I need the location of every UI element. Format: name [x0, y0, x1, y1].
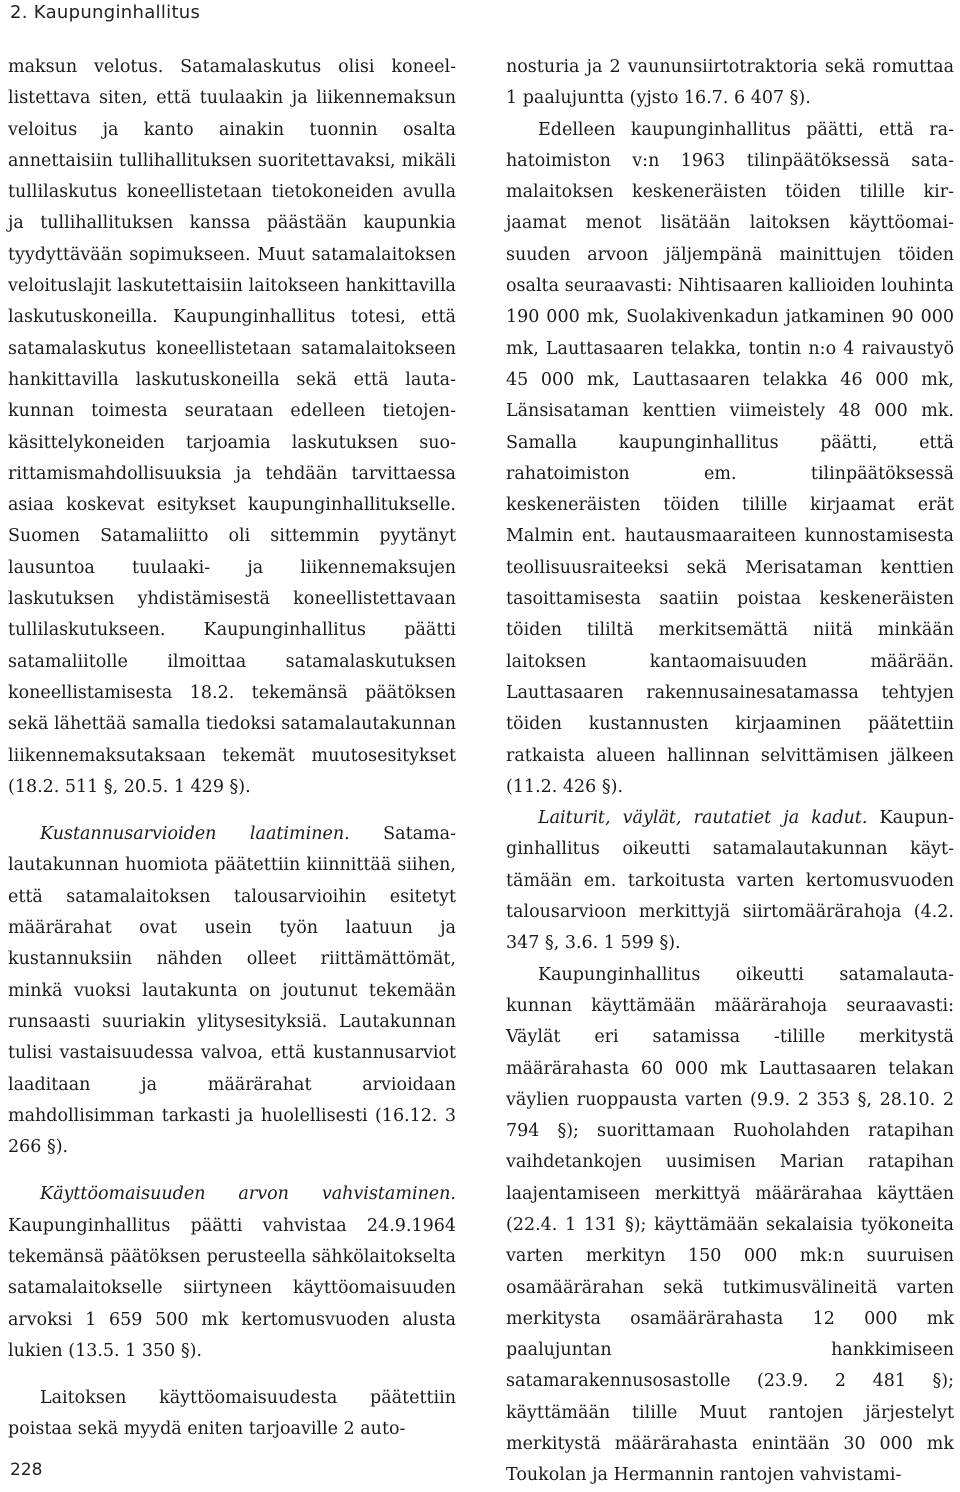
right-column [506, 52, 954, 1492]
paragraph-body: Kaupunginhallitus päätti vahvistaa 24.9.1964 tekemänsä päätöksen perusteella sähkölaitokselta satamalaitokselle siirtyneen käyttöomaisuuden arvoksi 1 659 500 mk kertomusvuoden alusta lukien (13.5. 1 350 §). [8, 1215, 456, 1361]
paragraph: maksun velotus. Satamalaskutus olisi koneellistettava siten, että tuulaakin ja liikennemaksun veloitus ja kanto ainakin tuonnin osalta annettaisiin tullihallituksen suoritettavaksi, mikäli tullilaskutus koneellistetaan tietokoneiden avulla ja tullihallituksen kanssa päästään kaupunkia tyydyttävään sopimukseen. Muut satamalaitoksen veloituslajit laskutettaisiin laitokseen hankittavilla laskutuskoneilla. Kaupunginhallitus totesi, että satamalaskutus koneellistetaan satamalaitokseen hankittavilla laskutuskoneilla sekä että lautakunnan toimesta seurataan edelleen tietojenkäsittelykoneiden tarjoamia laskutuksen suorittamismahdollisuuksia ja tehdään tarvittaessa asiaa koskevat esitykset kaupunginhallitukselle. Suomen Satamaliitto oli sittemmin pyytänyt lausuntoa tuulaaki- ja liikennemaksujen laskutuksen yhdistämisestä koneellistettavaan tullilaskutukseen. Kaupunginhallitus päätti satamaliitolle ilmoittaa satamalaskutuksen koneellistamisesta 18.2. tekemänsä päätöksen sekä lähettää samalla tiedoksi satamalautakunnan liikennemaksutaksaan tekemät muutosesitykset (18.2. 511 §, 20.5. 1 429 §). [8, 57, 456, 797]
page-number: 228 [10, 1460, 43, 1480]
section-heading: Käyttöomaisuuden arvon vahvistaminen. [40, 1184, 456, 1205]
paragraph: nosturia ja 2 vaununsiirtotraktoria sekä romuttaa 1 paalujuntta (yjsto 16.7. 6 407 §). [506, 57, 954, 109]
paragraph-kayttoomaisuus [8, 1179, 456, 1367]
paragraph: Kaupunginhallitus oikeutti satamalautakunnan käyttämään määrärahoja seuraavasti: Väylät eri satamissa -tilille merkitystä määrärahasta 60 000 mk Lauttasaaren telakan väylien ruoppausta varten (9.9. 2 353 §, 28.10. 2 794 §); suorittamaan Ruoholahden ratapihan vaihdetankojen uusimisen Marian ratapihan laajentamiseen merkittyä määrärahaa käyttäen (22.4. 1 131 §); käyttämään sekalaisia työkoneita varten merkityn 150 000 mk:n suuruisen osamäärärahan sekä tutkimusvälineitä varten merkitysta osamäärärahasta 12 000 mk paalujuntan hankkimiseen satamarakennusosastolle (23.9. 2 481 §); käyttämään tilille Muut rantojen järjestelyt merkitystä määrärahasta enintään 30 000 mk Toukolan ja Hermannin rantojen vahvistami- [506, 964, 954, 1486]
paragraph-kustannusarviot [8, 819, 456, 1163]
paragraph: Edelleen kaupunginhallitus päätti, että rahatoimiston v:n 1963 tilinpäätöksessä satamalaitoksen keskeneräisten töiden tilille kirjaamat menot lisätään laitoksen käyttöomaisuuden arvoon jäljempänä mainittujen töiden osalta seuraavasti: Nihtisaaren kallioiden louhinta 190 000 mk, Suolakivenkadun jatkaminen 90 000 mk, Lauttasaaren telakka, tontin n:o 4 raivaustyö 45 000 mk, Lauttasaaren telakka 46 000 mk, Länsisataman kenttien viimeistely 48 000 mk. Samalla kaupunginhallitus päätti, että rahatoimiston em. tilinpäätöksessä keskeneräisten töiden tilille kirjaamat erät Malmin ent. hautausmaaraiteen kunnostamisesta teollisuusraiteeksi sekä Merisataman kenttien tasoittamisesta saatiin poistaa keskeneräisten töiden tililtä merkitsemättä niitä minkään laitoksen kantaomaisuuden määrään. Lauttasaaren rakennusainesatamassa tehtyjen töiden kustannusten kirjaaminen päätettiin ratkaista alueen hallinnan selvittämisen jälkeen (11.2. 426 §). [506, 119, 954, 797]
running-head: 2. Kaupunginhallitus [10, 2, 201, 23]
paragraph-body: Satamalautakunnan huomiota päätettiin kiinnittää siihen, että satamalaitoksen talousarvioihin esitetyt määrärahat ovat usein työn laatuun ja kustannuksiin nähden olleet riittämättömät, minkä vuoksi lautakunta on joutunut tekemään runsaasti suuriakin ylitysesityksiä. Lautakunnan tulisi vastaisuudessa valvoa, että kustannusarviot laaditaan ja määrärahat arvioidaan mahdollisimman tarkasti ja huolellisesti (16.12. 3 266 §). [8, 824, 456, 1158]
section-heading: Kustannusarvioiden laatiminen. [40, 824, 350, 845]
paragraph-body: Kaupunginhallitus oikeutti satamalautakunnan käyttämään em. tarkoitusta varten kertomusvuoden talousarvioon merkittyjä siirtomäärärahoja (4.2. 347 §, 3.6. 1 599 §). [506, 808, 954, 954]
paragraph: Laitoksen käyttöomaisuudesta päätettiin poistaa sekä myydä eniten tarjoaville 2 auto- [8, 1388, 456, 1440]
paragraph-laiturit [506, 803, 954, 959]
left-column [8, 52, 456, 1446]
section-heading: Laiturit, väylät, rautatiet ja kadut. [538, 808, 868, 829]
